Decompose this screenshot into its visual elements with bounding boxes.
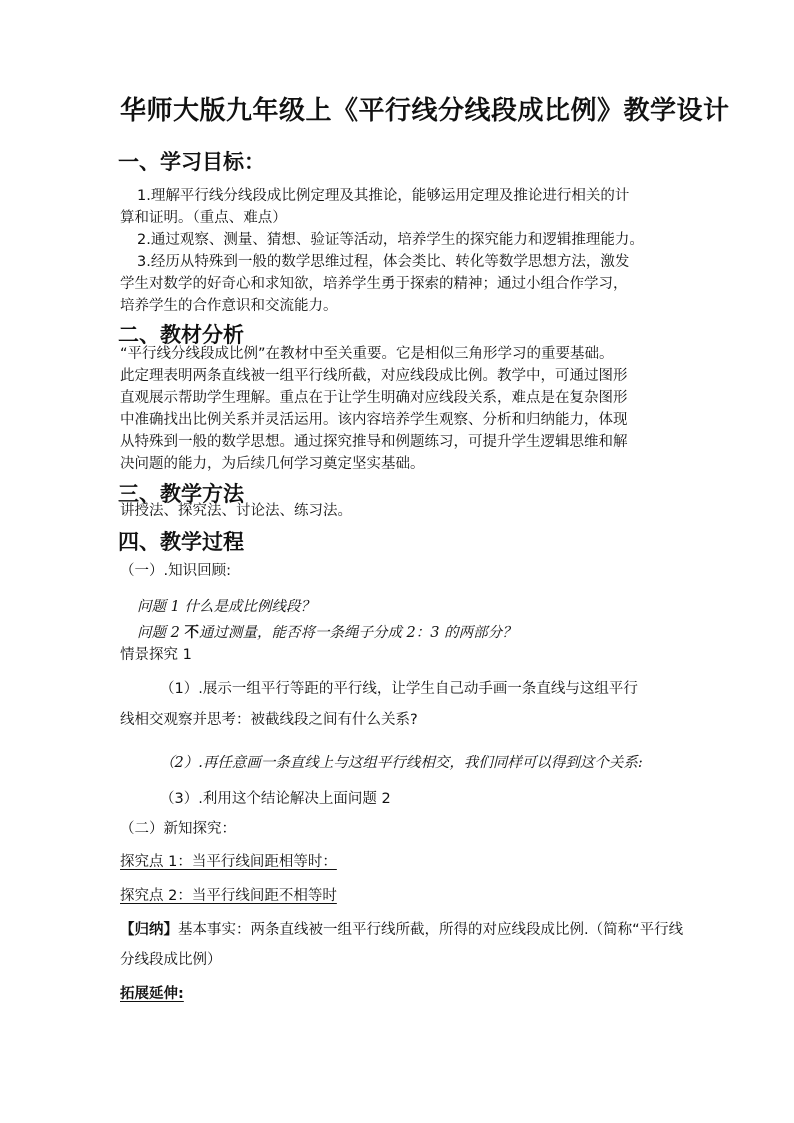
goals-line-3: 2.通过观察、测量、猜想、验证等活动，培养学生的探究能力和逻辑推理能力。 — [137, 232, 644, 248]
analysis-line-4: 中准确找出比例关系并灵活运用。该内容培养学生观察、分析和归纳能力，体现 — [120, 412, 628, 428]
step-2: （2）.再任意画一条直线上与这组平行线相交，我们同样可以得到这个关系: — [160, 755, 643, 771]
analysis-line-6: 决问题的能力，为后续几何学习奠定坚实基础。 — [120, 456, 425, 472]
goals-line-2: 算和证明。（重点、难点） — [120, 210, 287, 226]
question-2-rest: 通过测量，能否将一条绳子分成 2：3 的两部分？ — [198, 625, 517, 641]
step-1-line-2: 线相交观察并思考：被截线段之间有什么关系? — [120, 712, 418, 728]
analysis-line-5: 从特殊到一般的数学思想。通过探究推导和例题练习，可提升学生逻辑思维和解 — [120, 434, 628, 450]
section-heading-goals: 一、学习目标： — [118, 150, 265, 174]
inquiry-point-1: 探究点 1：当平行线间距相等时： — [120, 854, 337, 870]
new-inquiry-label: （二）新知探究： — [120, 821, 236, 837]
goals-line-6: 培养学生的合作意识和交流能力。 — [120, 298, 338, 314]
analysis-line-3: 直观展示帮助学生理解。重点在于让学生明确对应线段关系，难点是在复杂图形 — [120, 390, 628, 406]
goals-line-5: 学生对数学的好奇心和求知欲，培养学生勇于探索的精神；通过小组合作学习， — [120, 276, 628, 292]
question-2 — [137, 622, 517, 644]
methods-text: 讲授法、探究法、讨论法、练习法。 — [120, 503, 352, 519]
step-3: （3）.利用这个结论解决上面问题 2 — [160, 791, 391, 807]
section-heading-methods: 三、教学方法 — [118, 482, 244, 506]
summary-line-2: 分线段成比例） — [120, 952, 222, 968]
analysis-line-1: “平行线分线段成比例”在教材中至关重要。它是相似三角形学习的重要基础。 — [120, 346, 614, 362]
scene-inquiry-label: 情景探究 1 — [120, 647, 192, 663]
goals-line-4: 3.经历从特殊到一般的数学思维过程，体会类比、转化等数学思想方法，激发 — [137, 254, 630, 270]
section-heading-analysis: 二、教材分析 — [118, 323, 244, 347]
review-label: （一）.知识回顾: — [120, 563, 231, 579]
extension-label: 拓展延伸: — [120, 986, 184, 1002]
question-2-bold: 不 — [184, 625, 199, 641]
inquiry-point-2: 探究点 2：当平行线间距不相等时 — [120, 888, 337, 904]
summary-text: 基本事实：两条直线被一组平行线所截，所得的对应线段成比例.（简称“平行线 — [178, 922, 684, 938]
summary-line-1 — [120, 918, 683, 939]
analysis-line-2: 此定理表明两条直线被一组平行线所截，对应线段成比例。教学中，可通过图形 — [120, 368, 628, 384]
question-2-prefix: 问题 2 — [137, 625, 185, 641]
summary-tag: 【归纳】 — [120, 922, 178, 938]
goals-line-1: 1.理解平行线分线段成比例定理及其推论，能够运用定理及推论进行相关的计 — [137, 188, 630, 204]
question-1: 问题 1 什么是成比例线段？ — [137, 599, 315, 615]
document-title: 华师大版九年级上《平行线分线段成比例》教学设计 — [120, 96, 730, 126]
section-heading-process: 四、教学过程 — [118, 530, 244, 554]
step-1-line-1: （1）.展示一组平行等距的平行线，让学生自己动手画一条直线与这组平行 — [160, 681, 638, 697]
